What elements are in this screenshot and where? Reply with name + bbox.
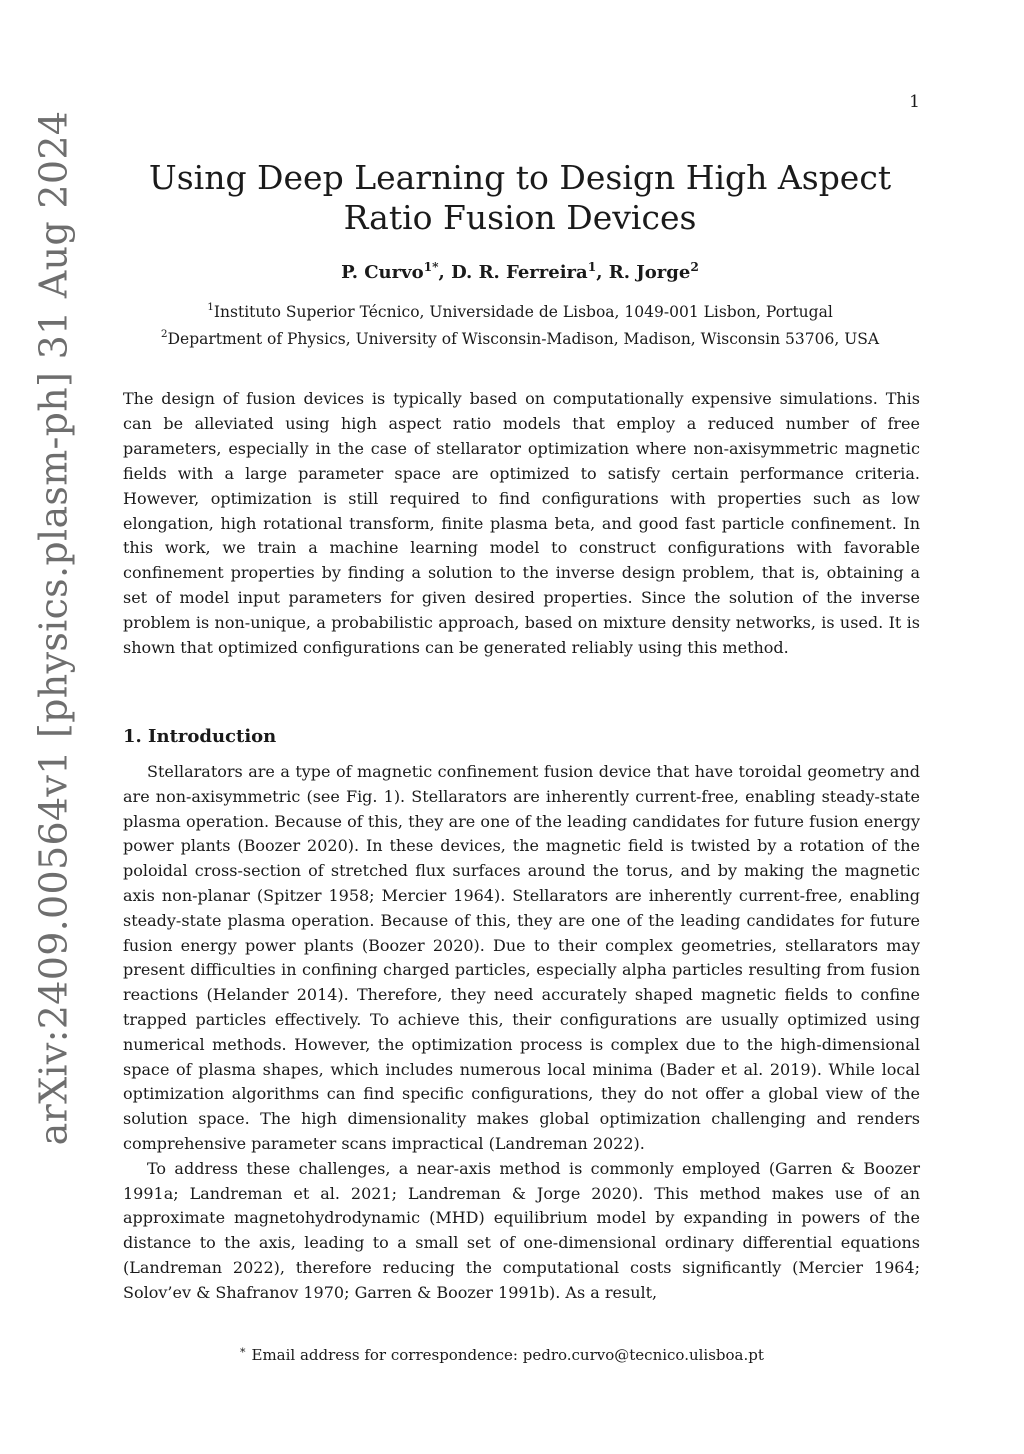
paper-title: Using Deep Learning to Design High Aspect Ratio Fusion Devices xyxy=(148,158,892,237)
affiliation-text: Department of Physics, University of Wisconsin-Madison, Madison, Wisconsin 53706, USA xyxy=(167,330,880,348)
paragraph: To address these challenges, a near-axis method is commonly employed (Garren & Boozer 1991a; Landreman et al. 2021; Landreman & Jorge 2020). This method makes use of an approximate magnetohydrodynamic (MHD) equilibrium model by expanding in powers of the distance to the axis, leading to a small set of one-dimensional ordinary differential equations (Landreman 2022), therefore reducing the computational costs significantly (Mercier 1964; Solov’ev & Shafranov 1970; Garren & Boozer 1991b). As a result, xyxy=(123,1158,920,1302)
author-name: D. R. Ferreira xyxy=(451,262,588,283)
affiliation xyxy=(120,300,920,321)
section-heading-introduction: 1. Introduction xyxy=(123,726,277,747)
affiliation-marker: 1 xyxy=(207,300,214,313)
footnote-text: Email address for correspondence: pedro.curvo@tecnico.ulisboa.pt xyxy=(251,1346,764,1364)
footnote xyxy=(240,1346,764,1364)
page-number: 1 xyxy=(909,92,920,112)
author-affiliation-marker: 1 xyxy=(587,259,597,274)
author-name: R. Jorge xyxy=(608,262,691,283)
author-list: P. Curvo$^{1*}$, D. R. Ferreira$^1$, R. Jorge$^2$ xyxy=(341,259,699,283)
affiliation xyxy=(120,327,920,348)
footnote-marker: * xyxy=(240,1346,246,1359)
paragraph: Stellarators are a type of magnetic confinement fusion device that have toroidal geometry and are non-axisymmetric (see Fig. 1). Stellarators are inherently current-free, enabling steady-state plasma operation. Because of this, they are one of the leading candidates for future fusion energy power plants (Boozer 2020). In these devices, the magnetic field is twisted by a rotation of the poloidal cross-section of stretched flux surfaces around the torus, and by making the magnetic axis non-planar (Spitzer 1958; Mercier 1964). Stellarators are inherently current-free, enabling steady-state plasma operation. Because of this, they are one of the leading candidates for future fusion energy power plants (Boozer 2020). Due to their complex geometries, stellarators may present difficulties in confining charged particles, especially alpha particles resulting from fusion reactions (Helander 2014). Therefore, they need accurately shaped magnetic fields to confine trapped particles effectively. To achieve this, their configurations are usually optimized using numerical methods. However, the optimization process is complex due to the high-dimensional space of plasma shapes, which includes numerous local minima (Bader et al. 2019). While local optimization algorithms can find specific configurations, they do not offer a global view of the solution space. The high dimensionality makes global optimization challenging and renders comprehensive parameter scans impractical (Landreman 2022). xyxy=(123,762,920,1153)
author-affiliation-marker: 1* xyxy=(423,259,439,274)
author-name: P. Curvo xyxy=(341,262,424,283)
author-affiliation-marker: 2 xyxy=(690,259,699,274)
abstract: The design of fusion devices is typically based on computationally expensive simulations. This can be alleviated using high aspect ratio models that employ a reduced number of free parameters, especially in the case of stellarator optimization where non-axisymmetric magnetic fields with a large parameter space are optimized to satisfy certain performance criteria. However, optimization is still required to find configurations with properties such as low elongation, high rotational transform, finite plasma beta, and good fast particle confinement. In this work, we train a machine learning model to construct configurations with favorable confinement properties by finding a solution to the inverse design problem, that is, obtaining a set of model input parameters for given desired properties. Since the solution of the inverse problem is non-unique, a probabilistic approach, based on mixture density networks, is used. It is shown that optimized configurations can be generated reliably using this method. xyxy=(123,389,920,658)
arxiv-identifier-stamp xyxy=(20,110,86,1145)
affiliation-text: Instituto Superior Técnico, Universidade de Lisboa, 1049-001 Lisbon, Portugal xyxy=(213,303,833,321)
arxiv-identifier-text: arXiv:2409.00564v1 [physics.plasm-ph] 31 Aug 2024 xyxy=(31,110,76,1145)
introduction-body xyxy=(123,760,920,1306)
affiliation-marker: 2 xyxy=(160,327,168,340)
